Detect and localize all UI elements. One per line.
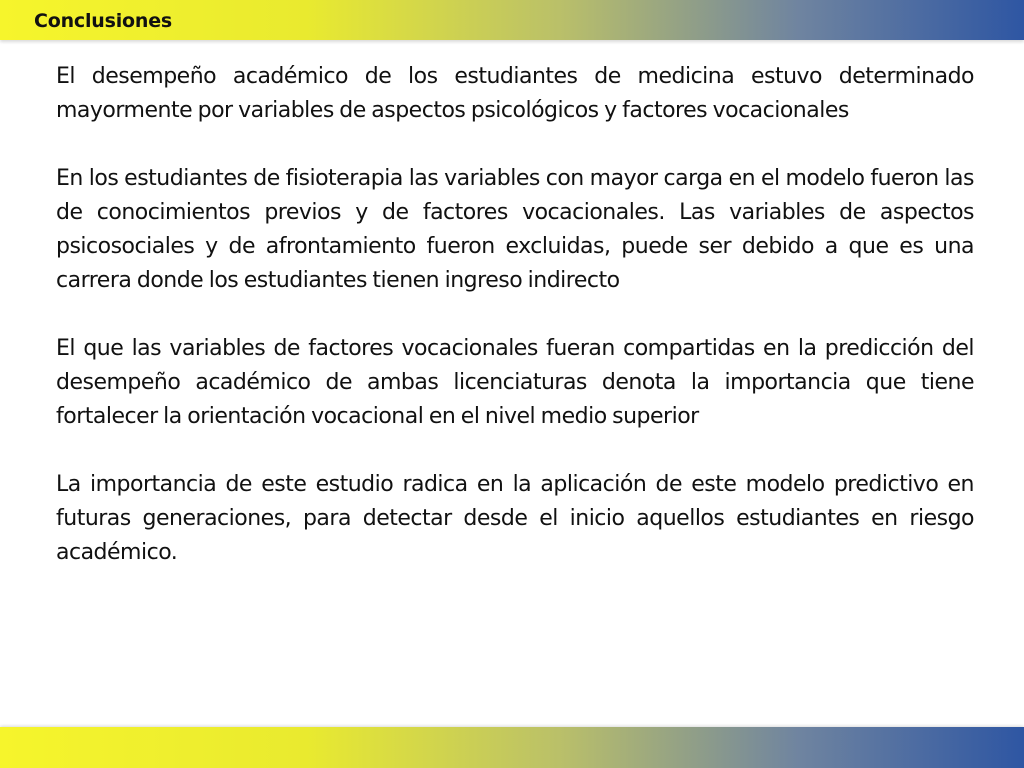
paragraph-fisioterapia: En los estudiantes de fisioterapia las variables con mayor carga en el modelo fueron las de conocimientos previos y de factores vocacionales. Las variables de aspectos psicosociales y de afrontamiento fueron excluidas, puede ser debido a que es una carrera donde los estudiantes tienen ingreso indirecto [56,166,974,293]
header-bar [0,0,1024,40]
slide-body [56,60,974,604]
paragraph-medicina: El desempeño académico de los estudiantes de medicina estuvo determinado mayormente por variables de aspectos psicológicos y factores vocacionales [56,64,974,123]
footer-bar [0,727,1024,768]
slide-title: Conclusiones [34,10,173,32]
paragraph-importancia: La importancia de este estudio radica en la aplicación de este modelo predictivo en futuras generaciones, para detectar desde el inicio aquellos estudiantes en riesgo académico. [56,472,974,565]
paragraph-factores-vocacionales: El que las variables de factores vocacionales fueran compartidas en la predicción del desempeño académico de ambas licenciaturas denota la importancia que tiene fortalecer la orientación vocacional en el nivel medio superior [56,336,974,429]
